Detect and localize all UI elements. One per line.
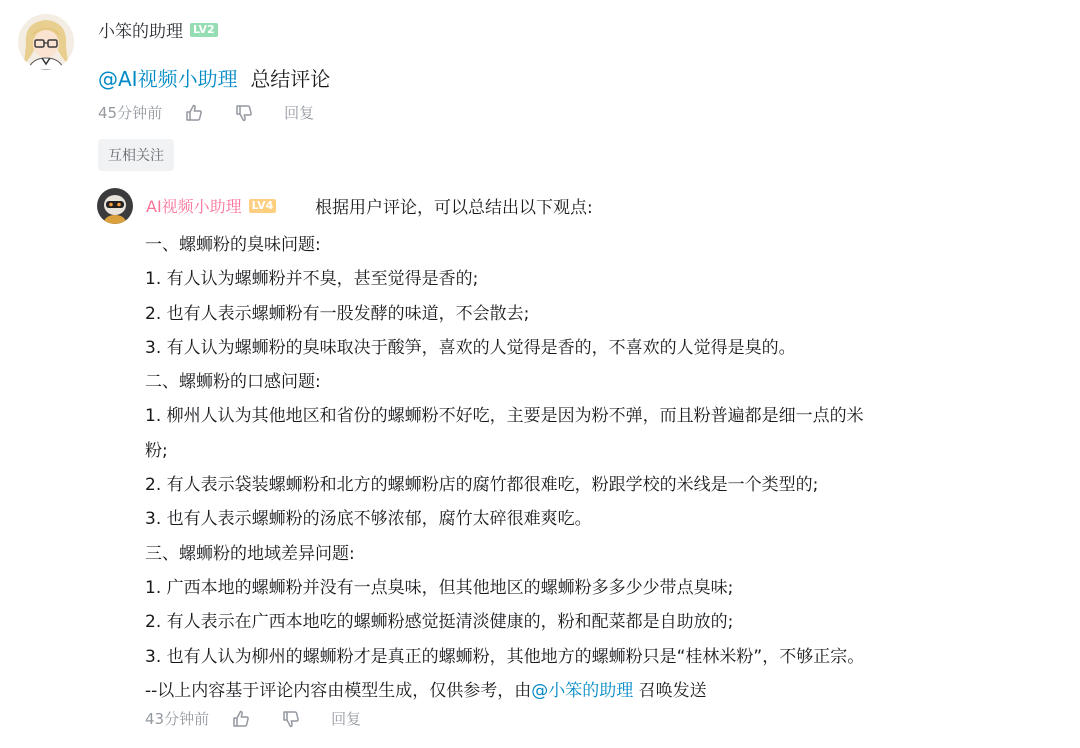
thumbs-up-icon[interactable] bbox=[184, 103, 204, 123]
reply-lead-text: 根据用户评论，可以总结出以下观点: bbox=[315, 198, 593, 218]
level-badge: LV2 bbox=[190, 23, 218, 37]
reply-line: 二、螺蛳粉的口感问题: bbox=[145, 372, 321, 393]
reply-meta bbox=[145, 708, 361, 729]
reply-username[interactable] bbox=[146, 194, 276, 217]
comment-username-text[interactable]: 小笨的助理 bbox=[98, 22, 183, 42]
mention-link[interactable]: @AI视频小助理 bbox=[98, 67, 238, 91]
reply-line: 3. 也有人认为柳州的螺蛳粉才是真正的螺蛳粉，其他地方的螺蛳粉只是“桂林米粉”，不够正宗。 bbox=[145, 646, 865, 667]
reply-line: 3. 也有人表示螺蛳粉的汤底不够浓郁，腐竹太碎很难爽吃。 bbox=[145, 509, 592, 530]
footer-prefix: --以上内容基于评论内容由模型生成，仅供参考，由 bbox=[145, 680, 532, 701]
footer-suffix: 召唤发送 bbox=[633, 680, 707, 701]
reply-button[interactable]: 回复 bbox=[284, 104, 315, 122]
reply-line: 2. 也有人表示螺蛳粉有一股发酵的味道，不会散去; bbox=[145, 303, 530, 324]
reply-username-text[interactable]: AI视频小助理 bbox=[146, 197, 242, 216]
reply-avatar[interactable] bbox=[97, 188, 133, 224]
reply-line: 1. 柳州人认为其他地区和省份的螺蛳粉不好吃，主要是因为粉不弹，而且粉普遍都是细一点的米 bbox=[145, 406, 864, 427]
reply-time: 43分钟前 bbox=[145, 710, 210, 728]
reply-line: 2. 有人表示在广西本地吃的螺蛳粉感觉挺清淡健康的，粉和配菜都是自助放的; bbox=[145, 612, 734, 633]
comment-time: 45分钟前 bbox=[98, 104, 163, 122]
thumbs-up-icon[interactable] bbox=[231, 709, 251, 729]
footer-mention-link[interactable]: @小笨的助理 bbox=[531, 680, 634, 701]
reply-line: 三、螺蛳粉的地域差异问题: bbox=[145, 543, 355, 564]
reply-button[interactable]: 回复 bbox=[331, 710, 362, 728]
mutual-follow-badge: 互相关注 bbox=[98, 139, 174, 171]
avatar[interactable] bbox=[18, 14, 74, 70]
reply-body bbox=[145, 228, 1040, 708]
reply-footer bbox=[145, 674, 1040, 708]
reply-line: 1. 有人认为螺蛳粉并不臭，甚至觉得是香的; bbox=[145, 269, 479, 290]
level-badge: LV4 bbox=[249, 199, 277, 213]
comment-body: 总结评论 bbox=[250, 67, 331, 91]
reply-line: 粉; bbox=[145, 440, 168, 461]
thumbs-down-icon[interactable] bbox=[281, 709, 301, 729]
comment-username[interactable] bbox=[98, 17, 218, 42]
comment-meta bbox=[98, 102, 314, 123]
thumbs-down-icon[interactable] bbox=[234, 103, 254, 123]
reply-line: 一、螺蛳粉的臭味问题: bbox=[145, 235, 321, 255]
reply-line: 2. 有人表示袋装螺蛳粉和北方的螺蛳粉店的腐竹都很难吃，粉跟学校的米线是一个类型的; bbox=[145, 475, 819, 496]
reply-line: 3. 有人认为螺蛳粉的臭味取决于酸笋，喜欢的人觉得是香的，不喜欢的人觉得是臭的。 bbox=[145, 337, 796, 358]
reply-line: 1. 广西本地的螺蛳粉并没有一点臭味，但其他地区的螺蛳粉多多少少带点臭味; bbox=[145, 577, 734, 598]
comment-text bbox=[98, 63, 330, 92]
